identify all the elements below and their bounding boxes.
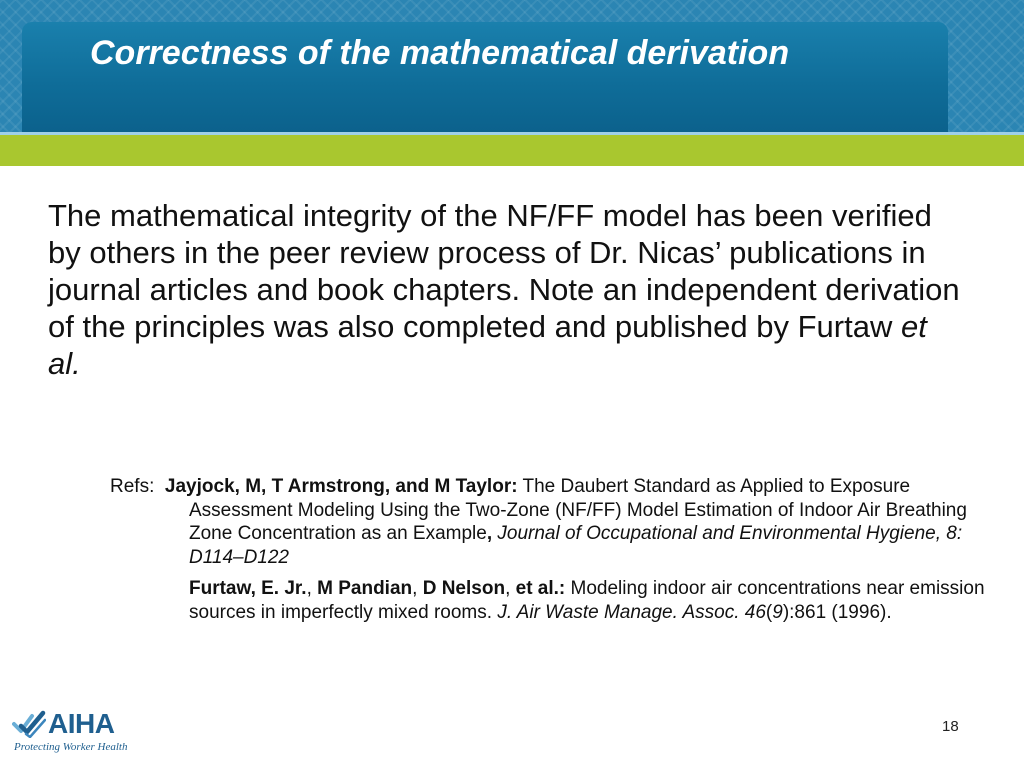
reference-1 <box>110 475 990 569</box>
ref2-title: Modeling indoor air concentrations near emission sources in imperfectly mixed rooms. <box>189 578 985 623</box>
slide-title: Correctness of the mathematical derivation <box>90 34 790 72</box>
ref2-author-3: D Nelson <box>422 578 506 599</box>
reference-2 <box>110 577 990 624</box>
logo-tagline: Protecting Worker Health <box>14 741 128 753</box>
ref2-author-1: Furtaw, E. Jr. <box>189 578 307 599</box>
logo-wordmark: AIHA <box>48 708 115 739</box>
checkmark-logo-icon <box>12 710 46 738</box>
refs-label: Refs: <box>110 476 155 497</box>
ref1-authors: Jayjock, M, T Armstrong, and M Taylor: <box>164 476 518 497</box>
ref1-journal: Journal of Occupational and Environmental Hygiene, 8: D114–D122 <box>189 523 963 568</box>
accent-band <box>0 135 1024 166</box>
page-number: 18 <box>942 718 959 735</box>
ref1-title: The Daubert Standard as Applied to Exposure Assessment Modeling Using the Two-Zone (NF/FF) Model Estimation of Indoor Air Breathing Zone Concentration as an Example <box>189 476 967 544</box>
ref2-paren: ( <box>765 601 773 623</box>
aiha-logo <box>12 708 142 758</box>
references <box>110 475 990 624</box>
main-paragraph-text: The mathematical integrity of the NF/FF model has been verified by others in the peer review process of Dr. Nicas’ publications in journal articles and book chapters. Note an independent derivation of the principles was also completed and published by Furtaw <box>48 198 960 344</box>
ref2-issue: 9 <box>772 601 783 623</box>
ref2-separator: , <box>306 578 318 599</box>
ref1-comma: , <box>486 523 493 544</box>
ref2-author-4: et al.: <box>515 578 566 599</box>
ref2-pages: ):861 (1996). <box>782 601 892 623</box>
ref2-separator: , <box>412 578 423 599</box>
ref2-author-2: M Pandian <box>317 578 413 599</box>
ref2-journal: J. Air Waste Manage. Assoc. 46 <box>497 601 766 623</box>
main-paragraph-italic: et al. <box>48 309 927 381</box>
main-paragraph <box>48 197 968 382</box>
ref2-separator: , <box>505 578 516 599</box>
